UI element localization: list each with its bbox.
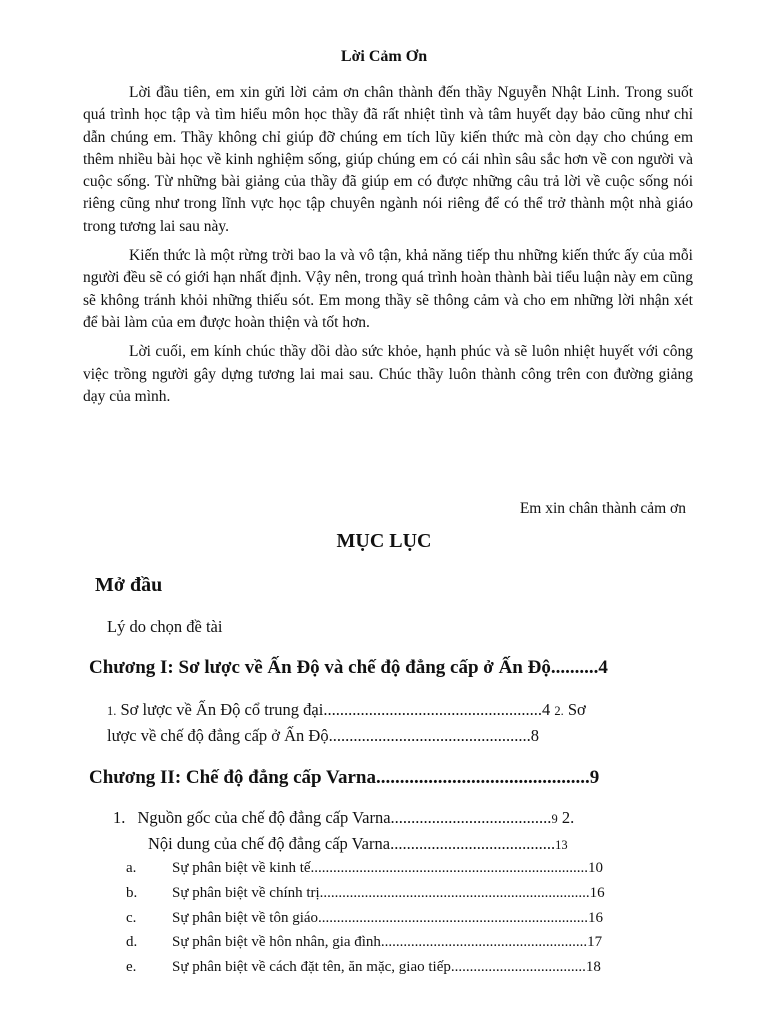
toc-sub-letter: e. — [126, 959, 137, 975]
toc-number: 2. — [561, 808, 575, 827]
toc-sub-text: Sự phân biệt về tôn giáo........................................................................16 — [172, 910, 604, 926]
thanks-paragraph-2: Kiến thức là một rừng trời bao la và vô tận, khả năng tiếp thu những kiến thức ấy của mỗi người đều sẽ có giới hạn nhất định. Vậy nên, trong quá trình hoàn thành bài tiểu luận này em cũng sẽ không tránh khỏi những thiếu sót. Em mong thầy sẽ thông cảm và cho em những lời nhận xét để bài làm của em được hoàn thiện và tốt hơn. — [83, 247, 693, 331]
toc-sub-text: Sự phân biệt về cách đặt tên, ăn mặc, giao tiếp....................................18 — [172, 959, 601, 975]
toc-sub-letter: c. — [126, 910, 137, 926]
toc-entry-text: Nguồn gốc của chế độ đẳng cấp Varna....................................... — [137, 808, 552, 827]
toc-sub-item — [126, 934, 602, 951]
toc-sub-letter: d. — [126, 934, 138, 950]
toc-entry-text: Nội dung của chế độ đẳng cấp Varna........................................ — [148, 834, 556, 853]
thanks-signoff: Em xin chân thành cảm ơn — [519, 500, 686, 517]
thanks-body — [83, 82, 693, 408]
toc-sub-letter: a. — [126, 860, 137, 876]
toc-title: MỤC LỤC — [336, 530, 432, 552]
toc-sub-item — [126, 910, 603, 927]
toc-page-number: 13 — [555, 838, 568, 852]
thanks-title: Lời Cảm Ơn — [340, 48, 428, 65]
toc-entry-text: Sơ — [567, 700, 586, 719]
toc-sub-text: Sự phân biệt về hôn nhân, gia đình.......................................................17 — [172, 934, 603, 950]
toc-sub-letter: b. — [126, 885, 138, 901]
toc-number: 1. — [107, 704, 117, 718]
toc-ch2-line-1 — [113, 808, 574, 828]
toc-sub-item — [126, 959, 601, 976]
toc-sub-item — [126, 860, 603, 877]
toc-page-number: 9 — [551, 812, 558, 826]
toc-ch1-line-2: lược về chế độ đẳng cấp ở Ấn Độ.................................................8 — [107, 726, 539, 745]
toc-number: 1. — [113, 808, 126, 827]
toc-intro-item: Lý do chọn đề tài — [107, 617, 223, 636]
toc-intro-heading: Mở đầu — [95, 574, 163, 596]
thanks-paragraph-3: Lời cuối, em kính chúc thầy dồi dào sức khỏe, hạnh phúc và sẽ luôn nhiệt huyết với công việc trồng người gây dựng tương lai mai sau. Chúc thầy luôn thành công trên con đường giảng dạy của mình. — [83, 343, 693, 405]
toc-sub-item — [126, 885, 605, 902]
toc-sub-text: Sự phân biệt về kinh tế..........................................................................10 — [172, 860, 604, 876]
toc-chapter-1: Chương I: Sơ lược về Ấn Độ và chế độ đẳng cấp ở Ấn Độ..........4 — [89, 657, 608, 678]
toc-number: 2. — [554, 704, 564, 718]
toc-chapter-2: Chương II: Chế độ đẳng cấp Varna.............................................9 — [89, 767, 600, 788]
thanks-paragraph-1: Lời đầu tiên, em xin gửi lời cảm ơn chân thành đến thầy Nguyễn Nhật Linh. Trong suốt quá trình học tập và tìm hiểu môn học thầy đã rất nhiệt tình và tâm huyết dạy bảo cũng như chỉ dẫn chúng em. Thầy không chỉ giúp đỡ chúng em tích lũy kiến thức mà còn dạy cho chúng em thêm nhiều bài học về kinh nghiệm sống, giúp chúng em có cái nhìn sâu sắc hơn về con người và cuộc sống. Từ những bài giảng của thầy đã giúp em có được những câu trả lời về cuộc sống nói riêng cũng như trong lĩnh vực học tập chuyên ngành nói riêng để có thể trở thành một nhà giáo trong tương lai sau này. — [83, 84, 693, 235]
toc-entry-text: Sơ lược về Ấn Độ cổ trung đại.....................................................4 — [120, 700, 551, 719]
toc-ch1-line-1 — [107, 700, 586, 720]
toc-ch2-line-2 — [148, 834, 568, 854]
toc-sub-text: Sự phân biệt về chính trị........................................................................16 — [172, 885, 605, 901]
